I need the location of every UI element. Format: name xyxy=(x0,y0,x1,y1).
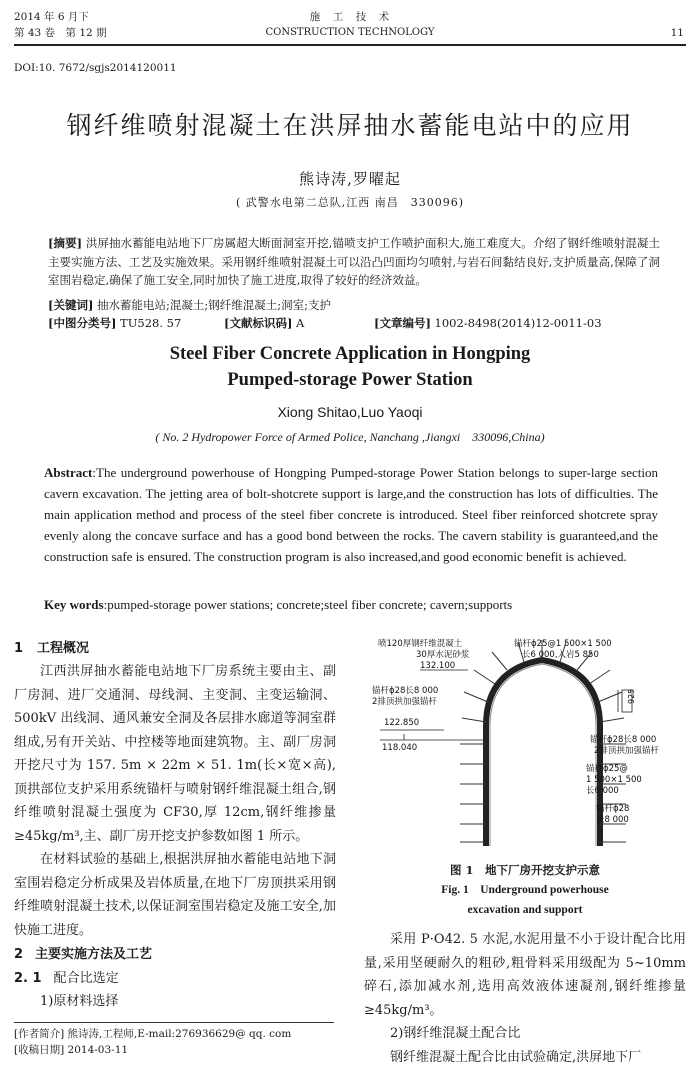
footnote-author xyxy=(14,1027,291,1042)
label-bolt-top-2: 长6 000,入岩5 850 xyxy=(522,650,599,660)
footnote-rule xyxy=(14,1022,334,1023)
footnote-received-text: 2014-03-11 xyxy=(64,1044,129,1056)
keywords-cn xyxy=(48,296,660,315)
section2-number: 2 xyxy=(14,947,24,962)
section1-heading xyxy=(14,636,336,660)
section1-paragraph2: 在材料试验的基础上,根据洪屏抽水蓄能电站地下洞室围岩稳定分析成果及岩体质量,在地下厂房顶拱采用钢纤维喷射混凝土技术,以保证洞室围岩稳定及施工安全,加快施工进度。 xyxy=(14,852,336,938)
authors-en: Xiong Shitao,Luo Yaoqi xyxy=(277,404,423,420)
label-elev-122: 122.850 xyxy=(384,718,420,728)
page-number: 11 xyxy=(670,27,684,39)
keywords-en xyxy=(44,594,658,615)
section2-title: 主要实施方法及工艺 xyxy=(35,947,153,962)
item-mix-ratio: 2)钢纤维混凝土配合比 xyxy=(390,1026,521,1041)
journal-name-en: CONSTRUCTION TECHNOLOGY xyxy=(265,27,435,38)
journal-name-cn: 施 工 技 术 xyxy=(309,11,391,23)
figure-caption-en-2: excavation and support xyxy=(467,904,583,916)
authors-cn: 熊诗涛,罗曜起 xyxy=(299,170,401,188)
keywords-cn-label: [关键词] xyxy=(48,298,94,312)
abstract-en-text: :The underground powerhouse of Hongping Pumped-storage Power Station belongs to super-large section cavern excavation. The jetting area of bolt-shotcrete support is large,and the construction has lots of difficulties. The main application method and process of the steel fiber concrete is introduced. Steel fiber reinforced shotcrete spray evenly along the concave surface and has a good bond between the rocks. The cavern stability is guaranteed,and the construction safe is ensured. The construction program is also increased,and good economic benefit is achieved. xyxy=(44,465,658,564)
abstract-cn-label: [摘要] xyxy=(48,236,83,250)
label-bolt-left-1: 锚杆ϕ28长8 000 xyxy=(372,686,439,696)
article-no-label: [文章编号] xyxy=(374,316,431,330)
label-mortar: 30厚水泥砂浆 xyxy=(416,650,470,660)
right-column-text xyxy=(364,928,686,1069)
title-en-line1: Steel Fiber Concrete Application in Hongping xyxy=(169,344,531,364)
keywords-en-text: :pumped-storage power stations; concrete;steel fiber concrete; cavern;supports xyxy=(103,597,513,612)
section1-number: 1 xyxy=(14,641,24,656)
label-dim-925: 925 xyxy=(627,688,636,704)
article-no-value: 1002-8498(2014)12-0011-03 xyxy=(430,316,602,330)
section1-title: 工程概况 xyxy=(37,641,90,656)
keywords-cn-text: 抽水蓄能电站;混凝土;钢纤维混凝土;洞室;支护 xyxy=(93,298,332,312)
doi: DOI:10. 7672/sgjs2014120011 xyxy=(14,62,177,74)
clc-value: TU528. 57 xyxy=(116,316,182,330)
label-elev-118: 118.040 xyxy=(382,743,418,753)
title-en-line2: Pumped-storage Power Station xyxy=(227,370,473,390)
label-bolt-low-1: 锚杆ϕ28 xyxy=(596,804,630,814)
label-bolt-right-2: 2排顶拱加强锚杆 xyxy=(594,746,659,756)
issue-date: 2014 年 6 月下 xyxy=(14,11,89,23)
label-bolt-mid-3: 长6 000 xyxy=(586,786,619,796)
right-paragraph1: 采用 P·O42. 5 水泥,水泥用量不小于设计配合比用量,采用坚硬耐久的粗砂,粗骨料采用级配为 5~10mm 碎石,添加减水剂,选用高效液体速凝剂,钢纤维掺量≥45kg/m³。 xyxy=(364,932,686,1018)
clc-label: [中图分类号] xyxy=(48,316,117,330)
label-bolt-right-1: 锚杆ϕ28长8 000 xyxy=(590,735,657,745)
label-elev-132: 132.100 xyxy=(420,661,456,671)
label-bolt-low-2: 长8 000 xyxy=(596,815,629,825)
abstract-cn-text: 洪屏抽水蓄能电站地下厂房属超大断面洞室开挖,锚喷支护工作喷护面积大,施工难度大。介绍了钢纤维喷射混凝土主要实施方法、工艺及实施效果。采用钢纤维喷射混凝土可以沿凸凹面均匀喷射,与岩石间黏结良好,支护质量高,保障了洞室围岩稳定,确保了施工安全,同时加快了施工进度,取得了较好的经济效益。 xyxy=(48,236,660,287)
left-column xyxy=(14,636,336,1014)
cavern-lining xyxy=(486,660,600,846)
affiliation-en: ( No. 2 Hydropower Force of Armed Police, Nanchang ,Jiangxi 330096,China) xyxy=(155,430,545,444)
affiliation-cn: ( 武警水电第二总队,江西 南昌 330096) xyxy=(235,196,465,209)
keywords-en-label: Key words xyxy=(44,597,104,612)
label-shotcrete: 喷120厚钢纤维混凝土 xyxy=(378,639,463,649)
footnote-author-label: [作者简介] xyxy=(14,1028,65,1040)
footnote-author-text: 熊诗涛,工程师,E-mail:276936629@ qq. com xyxy=(64,1028,292,1040)
title-cn: 钢纤维喷射混凝土在洪屏抽水蓄能电站中的应用 xyxy=(66,111,634,140)
subsection-2-1 xyxy=(14,966,336,990)
figure-caption xyxy=(364,860,686,920)
label-bolt-mid-1: 锚杆ϕ25@ xyxy=(586,764,628,774)
doc-code-label: [文献标识码] xyxy=(224,316,293,330)
figure-cavern-support xyxy=(364,634,686,852)
abstract-en xyxy=(44,462,658,567)
figure-caption-en-1: Fig. 1 Underground powerhouse xyxy=(441,884,609,896)
footnote-received xyxy=(14,1043,128,1058)
footnote-received-label: [收稿日期] xyxy=(14,1044,65,1056)
item-raw-materials: 1)原材料选择 xyxy=(40,994,119,1009)
classification-row xyxy=(48,314,660,333)
doc-code-value: A xyxy=(292,316,305,330)
right-paragraph2: 钢纤维混凝土配合比由试验确定,洪屏地下厂 xyxy=(390,1049,642,1065)
section2-heading xyxy=(14,942,336,966)
label-bolt-mid-2: 1 500×1 500 xyxy=(586,775,642,785)
header-rule xyxy=(14,44,686,46)
label-bolt-left-2: 2排顶拱加强锚杆 xyxy=(372,697,437,707)
figure-caption-cn: 图 1 地下厂房开挖支护示意 xyxy=(449,863,600,877)
volume-issue: 第 43 卷 第 12 期 xyxy=(14,27,107,39)
subsection-2-1-title: 配合比选定 xyxy=(53,971,119,986)
abstract-cn xyxy=(48,234,660,290)
section1-paragraph1: 江西洪屏抽水蓄能电站地下厂房系统主要由主、副厂房洞、进厂交通洞、母线洞、主变洞、主变运输洞、500kV 出线洞、通风兼安全洞及各层排水廊道等洞室群组成,另有开关站、中控楼等地面建筑物。主、副厂房洞开挖尺寸为 157. 5m × 22m × 51. 1m(长×宽×高),顶拱部位支护采用系统锚杆与喷射钢纤维混凝土组合,钢纤维喷射混凝土强度为 CF30,厚 12cm,钢纤维掺量≥45kg/m³,主、副厂房开挖支护参数如图 1 所示。 xyxy=(14,664,336,844)
cavern-inner-edge xyxy=(490,664,596,846)
label-bolt-top-1: 锚杆ϕ25@1 500×1 500 xyxy=(514,639,612,649)
abstract-en-label: Abstract xyxy=(44,465,93,480)
subsection-2-1-number: 2. 1 xyxy=(14,971,42,986)
